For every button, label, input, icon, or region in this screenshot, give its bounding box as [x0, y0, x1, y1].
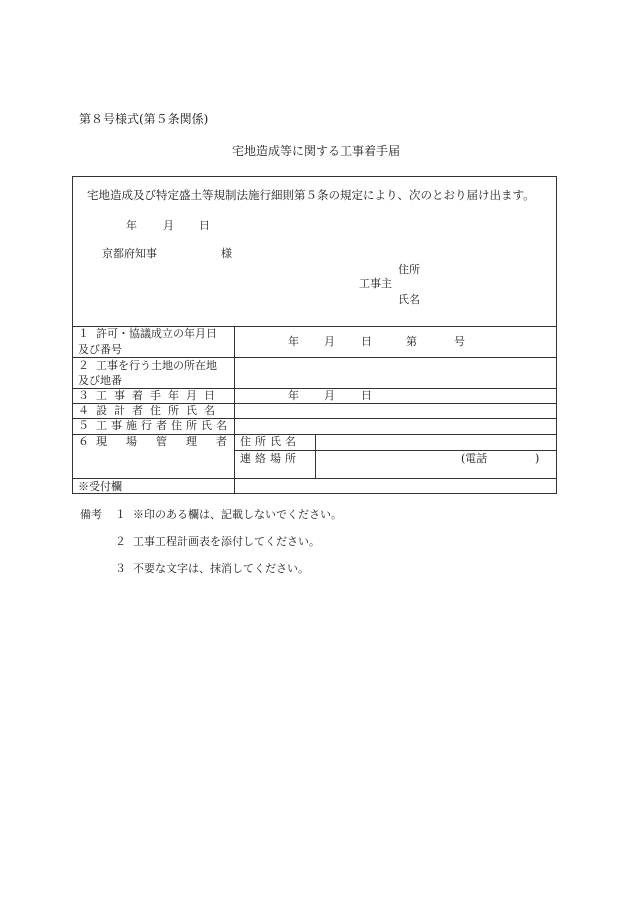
addressee-honorific: 様 — [221, 247, 232, 260]
remark-2-text: 工事工程計画表を添付してください。 — [133, 535, 320, 548]
remark-3-number: ３ — [115, 562, 126, 575]
column-divider-sub — [315, 434, 316, 478]
row1-dai: 第 — [406, 335, 417, 348]
date-day-label: 日 — [199, 219, 210, 232]
row1-label-line1: 許可・協議成立の年月日 — [96, 327, 217, 340]
row-divider-sub — [234, 450, 557, 451]
remarks-heading: 備考 — [80, 508, 102, 521]
row1-year: 年 — [288, 335, 299, 348]
row3-number: ３ — [78, 389, 89, 402]
row6-label: 現場管理者 — [96, 435, 246, 448]
remark-2-number: ２ — [115, 535, 126, 548]
row3-month: 月 — [324, 389, 335, 402]
applicant-role-label: 工事主 — [359, 277, 392, 290]
row1-month: 月 — [324, 335, 335, 348]
row4-label: 設計者住所氏名 — [96, 404, 222, 417]
date-year-label: 年 — [126, 219, 137, 232]
row6-sub-address-name: 住所氏名 — [240, 435, 300, 448]
date-month-label: 月 — [163, 219, 174, 232]
row-divider — [72, 478, 557, 479]
intro-text: 宅地造成及び特定盛土等規制法施行細則第５条の規定により、次のとおり届け出ます。 — [87, 188, 535, 202]
form-number: 第８号様式(第５条関係) — [79, 112, 209, 126]
row6-sub-contact-place: 連絡場所 — [240, 452, 300, 465]
column-divider — [234, 326, 235, 494]
row6-number: ６ — [78, 435, 89, 448]
row6-phone-open: (電話 — [461, 452, 488, 465]
remark-3-text: 不要な文字は、抹消してください。 — [133, 562, 309, 575]
row2-number: ２ — [78, 359, 89, 372]
row1-label-line2: 及び番号 — [78, 343, 122, 356]
row3-day: 日 — [361, 389, 372, 402]
row2-label-line2: 及び地番 — [78, 374, 122, 387]
row3-year: 年 — [288, 389, 299, 402]
row6-phone-close: ) — [535, 452, 540, 465]
row5-label: 工事施行者住所氏名 — [96, 419, 231, 432]
remark-1-number: １ — [115, 508, 126, 521]
applicant-name-label: 氏名 — [398, 293, 420, 306]
form-title: 宅地造成等に関する工事着手届 — [232, 144, 401, 158]
row1-number: １ — [78, 327, 89, 340]
reception-label: ※受付欄 — [78, 480, 122, 493]
applicant-address-label: 住所 — [398, 263, 420, 276]
remark-1-text: ※印のある欄は、記載しないでください。 — [133, 508, 342, 521]
row1-go: 号 — [454, 335, 465, 348]
row3-label: 工事着手年月日 — [96, 389, 222, 402]
addressee-name: 京都府知事 — [102, 247, 157, 260]
row2-label-line1: 工事を行う土地の所在地 — [96, 359, 217, 372]
row1-day: 日 — [361, 335, 372, 348]
row-divider — [72, 357, 557, 358]
row4-number: ４ — [78, 404, 89, 417]
row5-number: ５ — [78, 419, 89, 432]
